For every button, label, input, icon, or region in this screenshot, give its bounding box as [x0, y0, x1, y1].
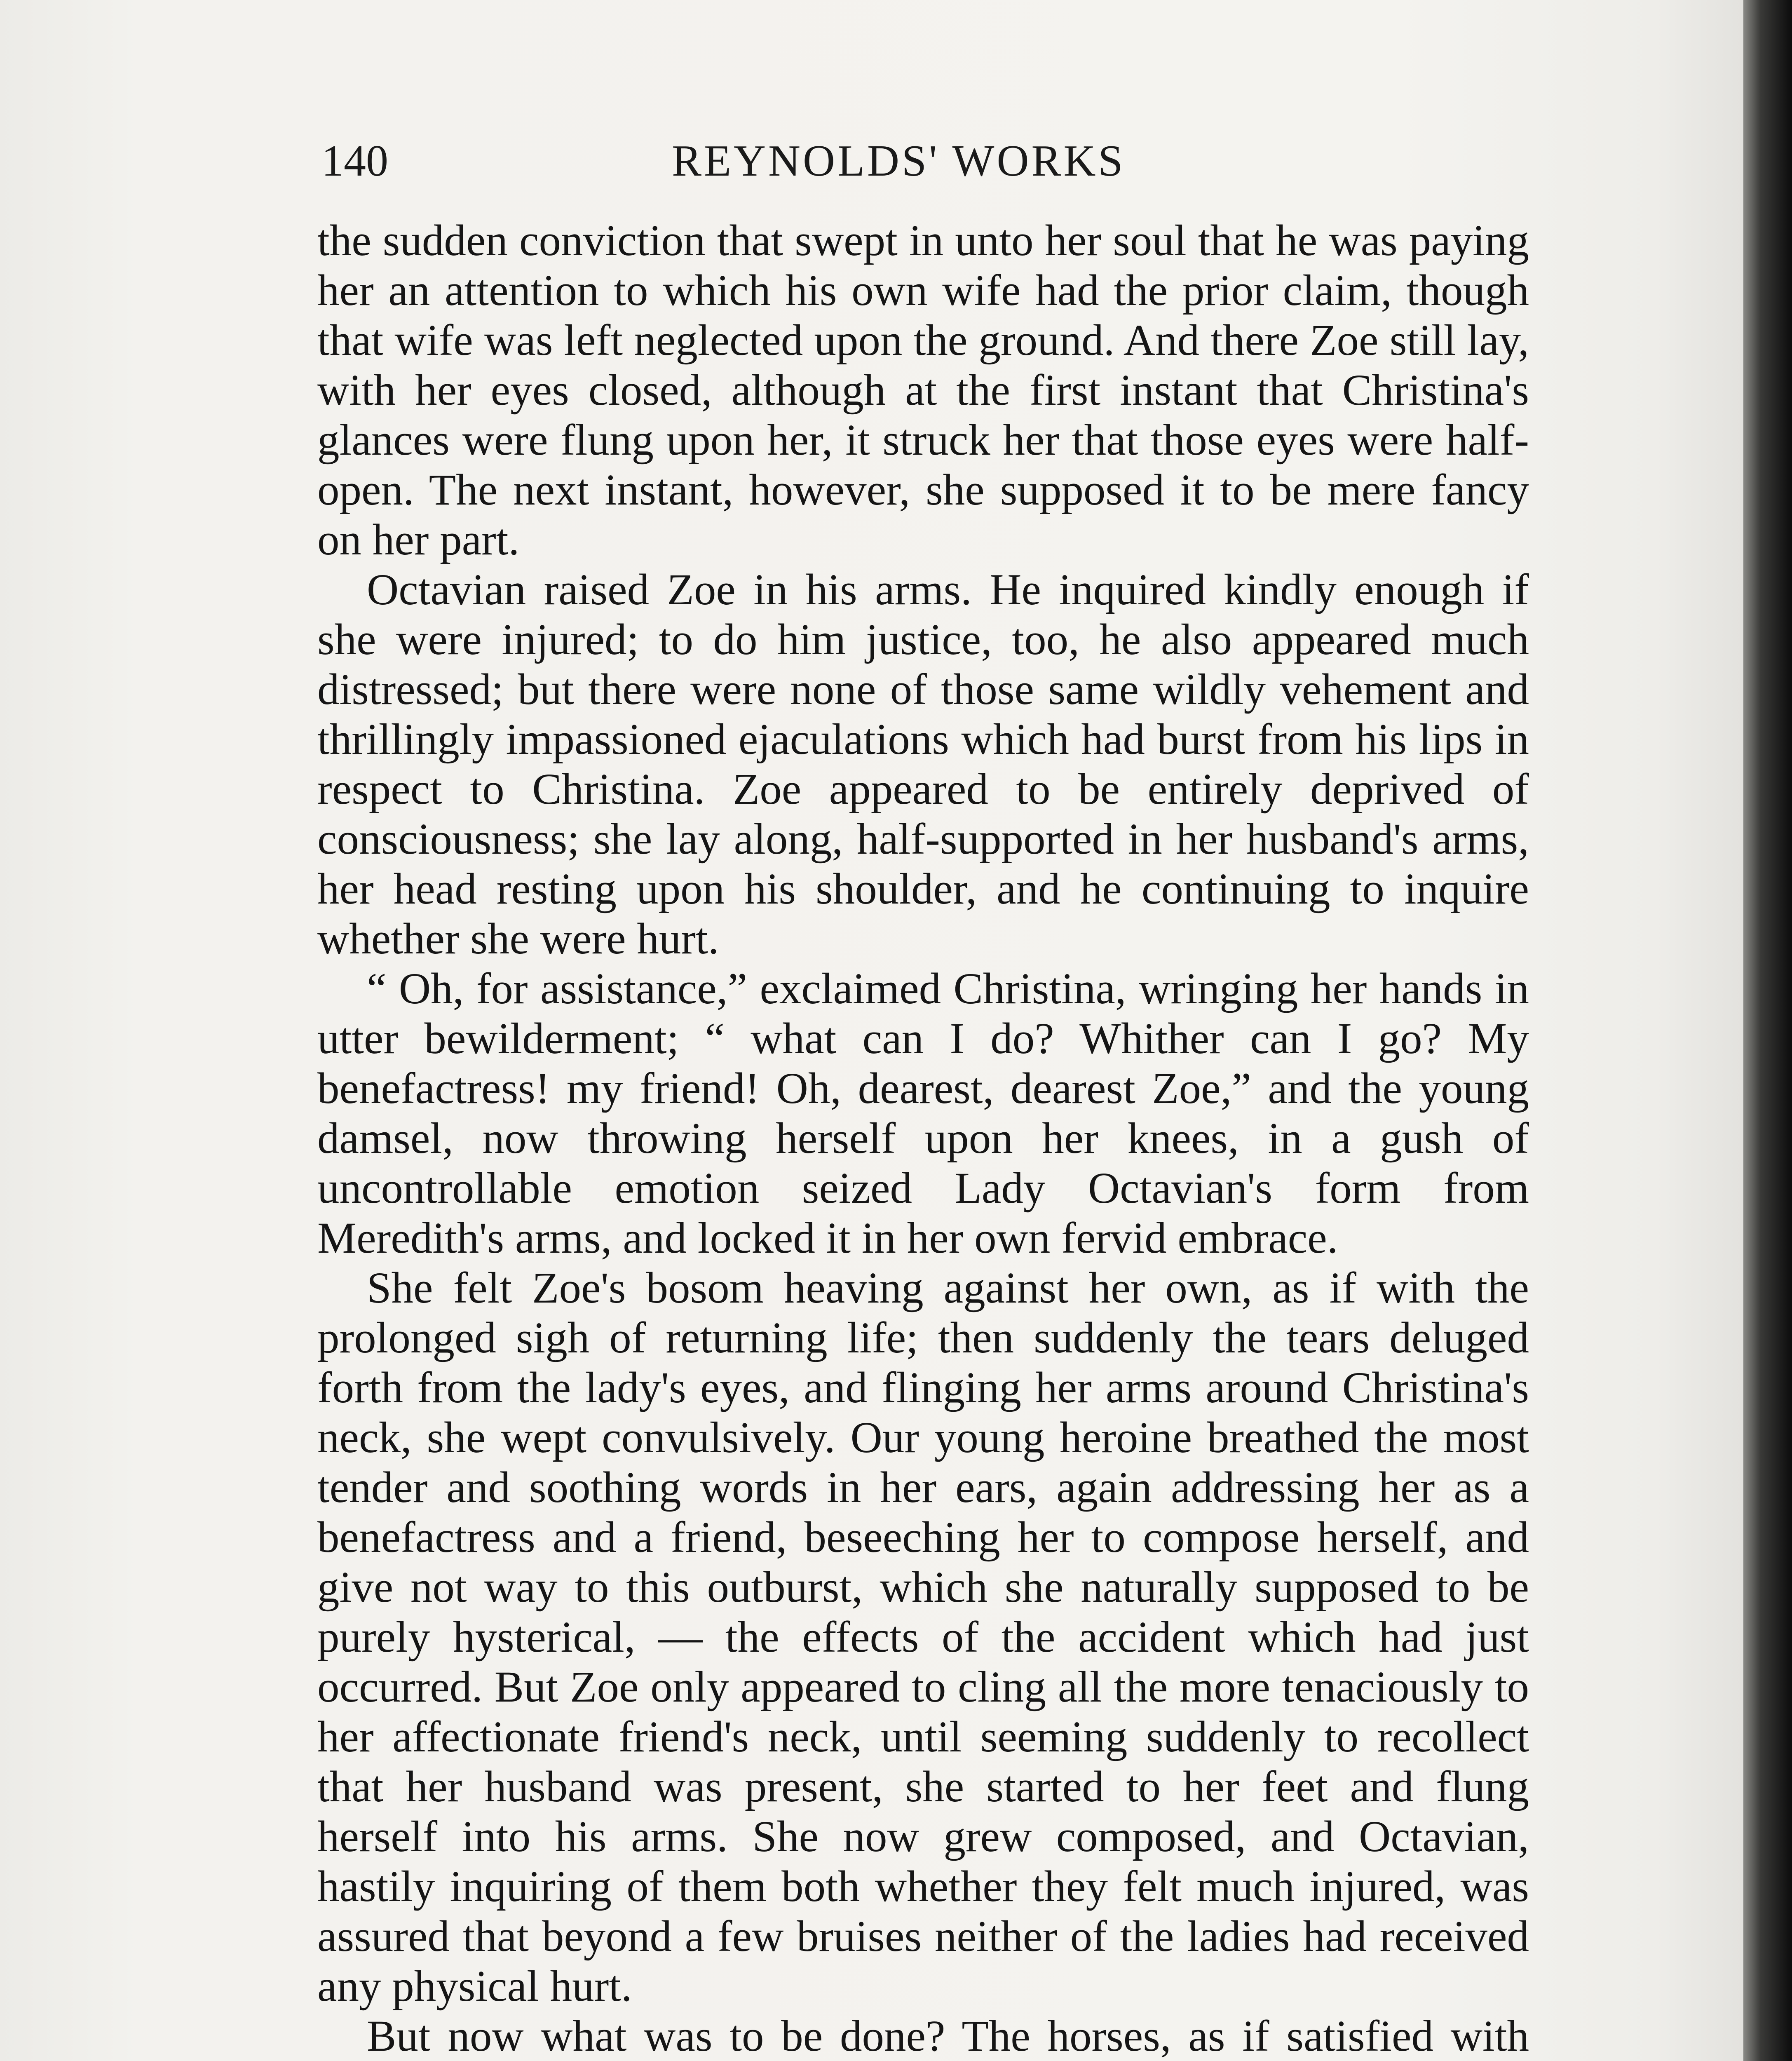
paragraph: But now what was to be done? The horses, as if satisfied with — [367, 2012, 1529, 2061]
body-text — [317, 216, 1529, 2061]
paragraph: Octavian raised Zoe in his arms. He inquired kindly enough if she were injured; to do him justice, too, he also appeared much distressed; but there were none of those same wildly vehement and thrillingly impassioned ejaculations which had burst from his lips in respect to Christina. Zoe appeared to be entirely deprived of consciousness; she lay along, half-supported in her husband's arms, her head resting upon his shoulder, and he continuing to inquire whether she were hurt. — [317, 566, 1529, 963]
page-header — [321, 130, 1170, 192]
paragraph: She felt Zoe's bosom heaving against her own, as if with the prolonged sigh of returning life; then suddenly the tears deluged forth from the lady's eyes, and flinging her arms around Christina's neck, she wept convulsively. Our young heroine breathed the most tender and soothing words in her ears, again addressing her as a benefactress and a friend, beseeching her to compose herself, and give not way to this outburst, which she naturally supposed to be purely hysterical, — the effects of the accident which had just occurred. But Zoe only appeared to cling all the more tenaciously to her affectionate friend's neck, until seeming suddenly to recollect that her husband was present, she started to her feet and flung herself into his arms. She now grew composed, and Octavian, hastily inquiring of them both whether they felt much injured, was assured that beyond a few bruises neither of the ladies had received any physical hurt. — [317, 1264, 1529, 2011]
running-title: REYNOLDS' WORKS — [672, 136, 1126, 185]
paragraph: “ Oh, for assistance,” exclaimed Christina, wringing her hands in utter bewilderment; “ what can I do? Whither can I go? My benefactress! my friend! Oh, dearest, dearest Zoe,” and the young damsel, now throwing herself upon her knees, in a gush of uncontrollable emotion seized Lady Octavian's form from Meredith's arms, and locked it in her own fervid embrace. — [317, 965, 1529, 1263]
paragraph: the sudden conviction that swept in unto her soul that he was paying her an attention to which his own wife had the prior claim, though that wife was left neglected upon the ground. And there Zoe still lay, with her eyes closed, although at the first instant that Christina's glances were flung upon her, it struck her that those eyes were half-open. The next instant, however, she supposed it to be mere fancy on her part. — [317, 216, 1529, 564]
page-edge-shadow — [1743, 0, 1792, 2061]
page-number: 140 — [321, 136, 388, 185]
